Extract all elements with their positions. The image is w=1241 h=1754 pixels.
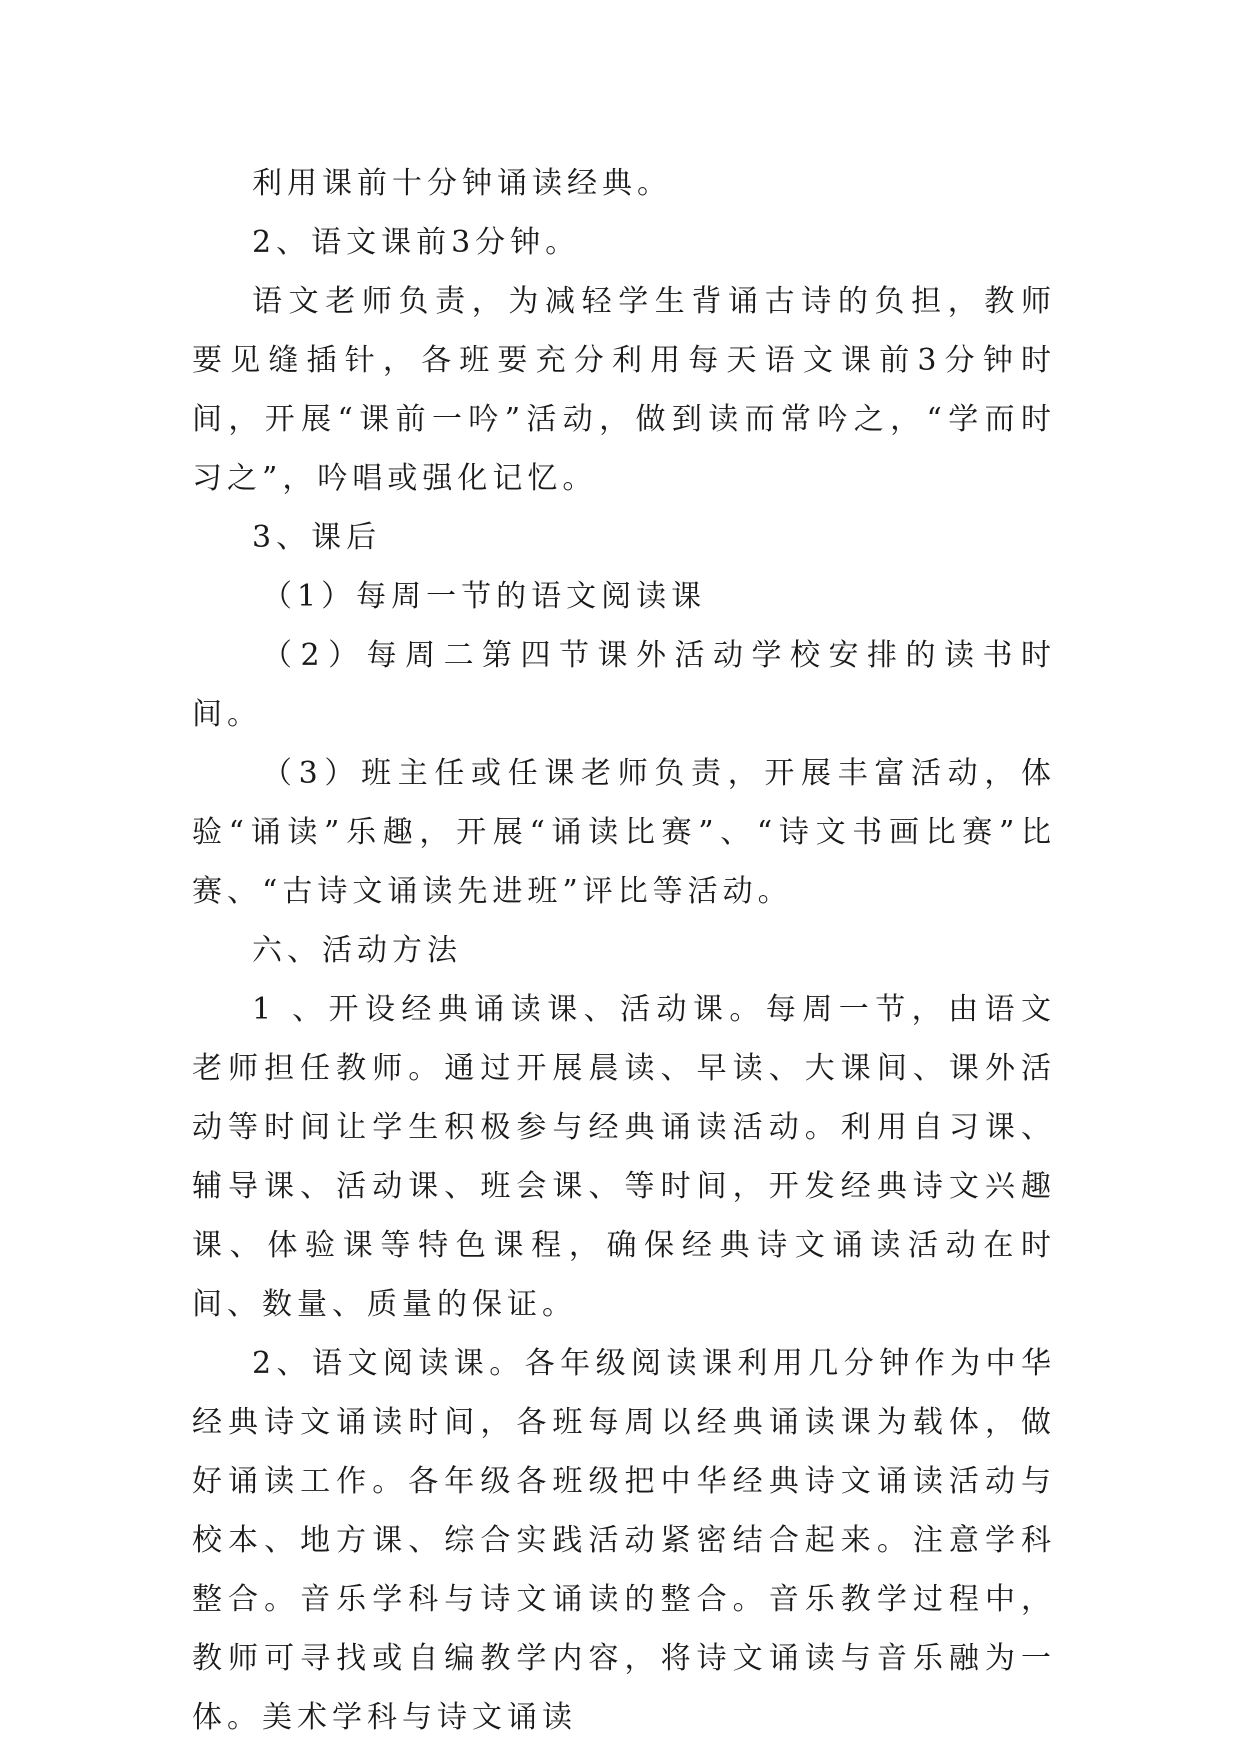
list-item: （1）每周一节的语文阅读课 [262, 579, 707, 614]
document-body [192, 154, 1056, 1747]
section-heading: 六、活动方法 [252, 933, 462, 968]
paragraph: 1 、开设经典诵读课、活动课。每周一节，由语文老师担任教师。通过开展晨读、早读、大课间、课外活动等时间让学生积极参与经典诵读活动。利用自习课、辅导课、活动课、班会课、等时间，开发经典诗文兴趣课、体验课等特色课程，确保经典诗文诵读活动在时间、数量、质量的保证。 [192, 992, 1056, 1322]
paragraph: 利用课前十分钟诵读经典。 [252, 166, 672, 201]
section-heading: 3、课后 [252, 520, 382, 555]
paragraph: 2、语文阅读课。各年级阅读课利用几分钟作为中华经典诗文诵读时间，各班每周以经典诵读课为载体，做好诵读工作。各年级各班级把中华经典诗文诵读活动与校本、地方课、综合实践活动紧密结合起来。注意学科整合。音乐学科与诗文诵读的整合。音乐教学过程中，教师可寻找或自编教学内容，将诗文诵读与音乐融为一体。美术学科与诗文诵读 [192, 1346, 1056, 1735]
list-item: （2）每周二第四节课外活动学校安排的读书时间。 [192, 638, 1056, 732]
list-item: （3）班主任或任课老师负责，开展丰富活动，体验“诵读”乐趣，开展“诵读比赛”、“诗文书画比赛”比赛、“古诗文诵读先进班”评比等活动。 [192, 756, 1056, 909]
paragraph: 语文老师负责，为减轻学生背诵古诗的负担，教师要见缝插针，各班要充分利用每天语文课前3分钟时间，开展“课前一吟”活动，做到读而常吟之，“学而时习之”，吟唱或强化记忆。 [192, 284, 1056, 496]
section-heading: 2、语文课前3分钟。 [252, 225, 581, 260]
